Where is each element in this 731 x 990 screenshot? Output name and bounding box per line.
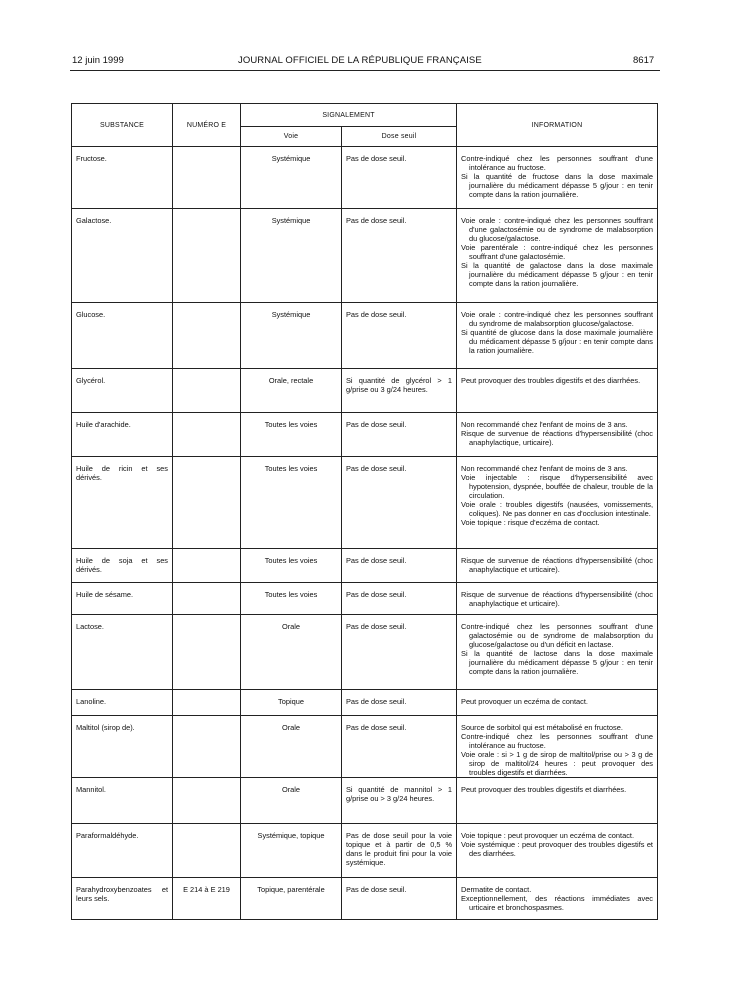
information-line: Contre-indiqué chez les personnes souffrant d'une galactosémie ou de syndrome de malabsorption du glucose/galactose ou d'un déficit en lactase. [461,622,653,649]
table-row [72,209,658,303]
cell-information [457,716,658,778]
col-header-substance: SUBSTANCE [72,104,173,147]
col-header-dose: Dose seuil [342,127,457,147]
table-row [72,583,658,615]
cell-information [457,147,658,209]
cell-numero [173,457,241,549]
cell-voie: Topique, parentérale [241,878,342,920]
table-row [72,824,658,878]
cell-dose: Pas de dose seuil. [342,716,457,778]
col-header-information: INFORMATION [457,104,658,147]
cell-dose: Pas de dose seuil. [342,583,457,615]
information-line: Risque de survenue de réactions d'hypersensibilité (choc anaphylactique et urticaire). [461,590,653,608]
cell-substance: Huile de soja et ses dérivés. [72,549,173,583]
cell-dose: Pas de dose seuil pour la voie topique et à partir de 0,5 % dans le produit fini pour la voie systémique. [342,824,457,878]
cell-information [457,209,658,303]
information-line: Dermatite de contact. [461,885,532,894]
cell-substance: Maltitol (sirop de). [72,716,173,778]
information-line: Voie topique : risque d'eczéma de contact. [461,518,600,527]
cell-dose: Si quantité de mannitol > 1 g/prise ou > 3 g/24 heures. [342,778,457,824]
cell-numero [173,147,241,209]
information-line: Voie topique : peut provoquer un eczéma de contact. [461,831,634,840]
cell-voie: Orale, rectale [241,369,342,413]
cell-numero [173,369,241,413]
information-line: Non recommandé chez l'enfant de moins de 3 ans. [461,420,628,429]
cell-numero: E 214 à E 219 [173,878,241,920]
cell-numero [173,549,241,583]
information-line: Voie orale : contre-indiqué chez les personnes souffrant d'une galactosémie ou de syndrome de malabsorption du glucose/galactose. [461,216,653,243]
information-line: Contre-indiqué chez les personnes souffrant d'une intolérance au fructose. [461,154,653,172]
cell-substance: Mannitol. [72,778,173,824]
cell-substance: Glycérol. [72,369,173,413]
table-row [72,413,658,457]
cell-information [457,369,658,413]
col-header-numero: NUMÉRO E [173,104,241,147]
table-row [72,147,658,209]
cell-numero [173,583,241,615]
cell-voie: Toutes les voies [241,583,342,615]
header-page-number: 8617 [633,55,655,66]
cell-dose: Pas de dose seuil. [342,413,457,457]
information-line: Voie orale : troubles digestifs (nausées, vomissements, coliques). Ne pas donner en cas d'occlusion intestinale. [461,500,653,518]
cell-information [457,615,658,690]
cell-information [457,413,658,457]
information-line: Si la quantité de lactose dans la dose maximale journalière du médicament dépasse 5 g/jour : en tenir compte dans la ration journalière. [461,649,653,676]
cell-numero [173,716,241,778]
table-row [72,549,658,583]
cell-dose: Pas de dose seuil. [342,147,457,209]
cell-numero [173,615,241,690]
cell-information [457,303,658,369]
information-line: Si la quantité de galactose dans la dose maximale journalière du médicament dépasse 5 g/jour : en tenir compte dans la ration journalière. [461,261,653,288]
col-header-signalement: SIGNALEMENT [241,104,457,127]
cell-information [457,878,658,920]
cell-substance: Huile de ricin et ses dérivés. [72,457,173,549]
cell-numero [173,690,241,716]
cell-numero [173,824,241,878]
information-line: Si quantité de glucose dans la dose maximale journalière du médicament dépasse 5 g/jour : en tenir compte dans la ration journalière. [461,328,653,355]
table-row [72,716,658,778]
cell-information [457,690,658,716]
col-header-voie: Voie [241,127,342,147]
information-line: Exceptionnellement, des réactions immédiates avec urticaire et bronchospasmes. [461,894,653,912]
cell-voie: Systémique [241,209,342,303]
cell-dose: Pas de dose seuil. [342,690,457,716]
table-row [72,303,658,369]
cell-dose: Pas de dose seuil. [342,615,457,690]
cell-substance: Parahydroxybenzoates et leurs sels. [72,878,173,920]
cell-voie: Toutes les voies [241,549,342,583]
cell-voie: Toutes les voies [241,413,342,457]
cell-numero [173,209,241,303]
header-date: 12 juin 1999 [72,55,124,66]
cell-substance: Fructose. [72,147,173,209]
information-line: Voie parentérale : contre-indiqué chez les personnes souffrant d'une galactosémie. [461,243,653,261]
cell-voie: Systémique, topique [241,824,342,878]
information-line: Risque de survenue de réactions d'hypersensibilité (choc anaphylactique et urticaire). [461,556,653,574]
table-row [72,615,658,690]
table-row [72,457,658,549]
cell-voie: Systémique [241,147,342,209]
cell-numero [173,413,241,457]
cell-numero [173,778,241,824]
cell-information [457,549,658,583]
table-row [72,878,658,920]
information-line: Si la quantité de fructose dans la dose maximale journalière du médicament dépasse 5 g/jour : en tenir compte dans la ration journalière. [461,172,653,199]
cell-substance: Huile de sésame. [72,583,173,615]
cell-substance: Paraformaldéhyde. [72,824,173,878]
cell-substance: Glucose. [72,303,173,369]
table-row [72,690,658,716]
information-line: Voie injectable : risque d'hypersensibilité avec hypotension, dyspnée, bouffée de chaleur, trouble de la circulation. [461,473,653,500]
header-rule [70,70,660,71]
information-line: Contre-indiqué chez les personnes souffrant d'une intolérance au fructose. [461,732,653,750]
table-row [72,778,658,824]
substances-table [71,103,658,920]
table-row [72,369,658,413]
information-line: Peut provoquer des troubles digestifs et des diarrhées. [461,376,641,385]
cell-voie: Toutes les voies [241,457,342,549]
cell-substance: Lactose. [72,615,173,690]
information-line: Non recommandé chez l'enfant de moins de 3 ans. [461,464,628,473]
cell-dose: Si quantité de glycérol > 1 g/prise ou 3 g/24 heures. [342,369,457,413]
information-line: Voie orale : contre-indiqué chez les personnes souffrant du syndrome de malabsorption glucose/galactose. [461,310,653,328]
cell-substance: Galactose. [72,209,173,303]
cell-substance: Huile d'arachide. [72,413,173,457]
cell-voie: Systémique [241,303,342,369]
information-line: Risque de survenue de réactions d'hypersensibilité (choc anaphylactique, urticaire). [461,429,653,447]
cell-numero [173,303,241,369]
information-line: Peut provoquer des troubles digestifs et diarrhées. [461,785,627,794]
cell-dose: Pas de dose seuil. [342,209,457,303]
cell-voie: Orale [241,778,342,824]
information-line: Voie orale : si > 1 g de sirop de maltitol/prise ou > 3 g de sirop de maltitol/24 heures : peut provoquer des troubles digestifs et diarrhées. [461,750,653,777]
cell-information [457,457,658,549]
cell-information [457,778,658,824]
cell-information [457,583,658,615]
cell-dose: Pas de dose seuil. [342,549,457,583]
cell-voie: Orale [241,615,342,690]
cell-dose: Pas de dose seuil. [342,457,457,549]
cell-information [457,824,658,878]
cell-dose: Pas de dose seuil. [342,303,457,369]
information-line: Source de sorbitol qui est métabolisé en fructose. [461,723,623,732]
cell-voie: Orale [241,716,342,778]
information-line: Voie systémique : peut provoquer des troubles digestifs et des diarrhées. [461,840,653,858]
cell-voie: Topique [241,690,342,716]
information-line: Peut provoquer un eczéma de contact. [461,697,588,706]
header-journal-title: JOURNAL OFFICIEL DE LA RÉPUBLIQUE FRANÇAISE [238,55,482,66]
cell-substance: Lanoline. [72,690,173,716]
cell-dose: Pas de dose seuil. [342,878,457,920]
